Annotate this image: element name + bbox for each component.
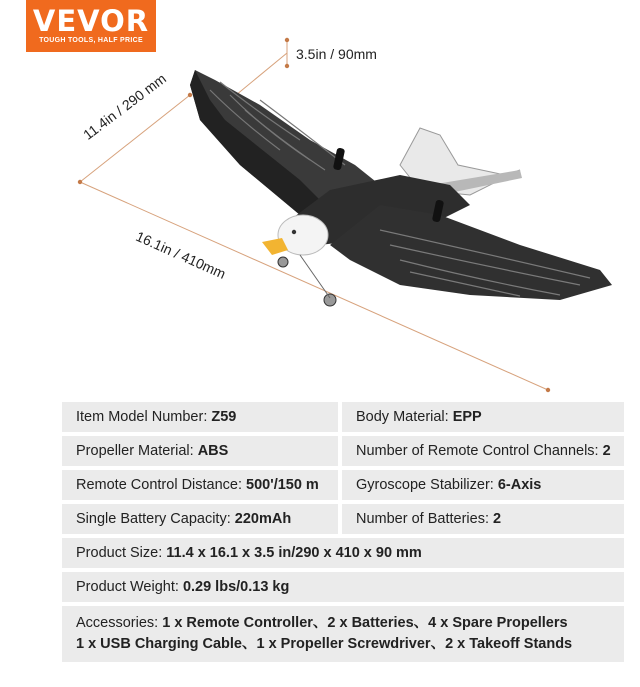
spec-accessories: Accessories: 1 x Remote Controller、2 x Batteries、4 x Spare Propellers 1 x USB Charging Cable、1 x Propeller Screwdriver、2 x Takeoff Stands	[62, 606, 624, 662]
brand-tagline: TOUGH TOOLS, HALF PRICE	[39, 37, 143, 44]
spec-body-material: Body Material: EPP	[342, 402, 624, 432]
spec-product-weight: Product Weight: 0.29 lbs/0.13 kg	[62, 572, 624, 602]
brand-name: VEVOR	[32, 4, 150, 38]
height-dimension-label: 3.5in / 90mm	[296, 46, 377, 62]
wingspan-dimension-label: 16.1in / 410mm	[133, 228, 229, 282]
spec-remote-distance: Remote Control Distance: 500'/150 m	[62, 470, 338, 500]
spec-number-of-batteries: Number of Batteries: 2	[342, 504, 624, 534]
spec-gyroscope: Gyroscope Stabilizer: 6-Axis	[342, 470, 624, 500]
spec-product-size: Product Size: 11.4 x 16.1 x 3.5 in/290 x 410 x 90 mm	[62, 538, 624, 568]
spec-item-model: Item Model Number: Z59	[62, 402, 338, 432]
spec-channels: Number of Remote Control Channels: 2	[342, 436, 624, 466]
wing-half-dimension-label: 11.4in / 290 mm	[80, 70, 169, 143]
spec-propeller-material: Propeller Material: ABS	[62, 436, 338, 466]
spec-table	[62, 402, 638, 666]
spec-battery-capacity: Single Battery Capacity: 220mAh	[62, 504, 338, 534]
